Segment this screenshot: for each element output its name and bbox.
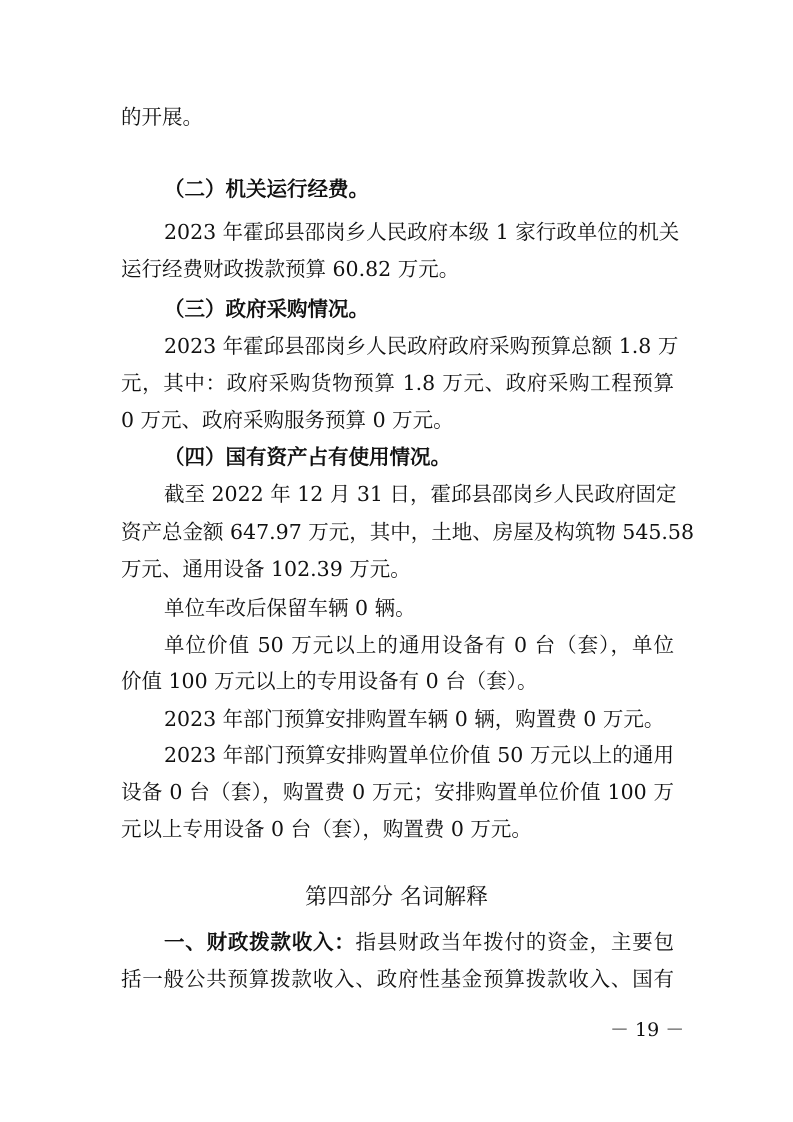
- paragraph-line: 2023 年霍邱县邵岗乡人民政府本级 1 家行政单位的机关: [164, 220, 680, 244]
- paragraph-line: 资产总金额 647.97 万元，其中，土地、房屋及构筑物 545.58: [121, 520, 695, 544]
- paragraph-line: 0 万元、政府采购服务预算 0 万元。: [121, 408, 454, 432]
- subheading-procurement: （三）政府采购情况。: [164, 297, 369, 321]
- paragraph-line: 元，其中：政府采购货物预算 1.8 万元、政府采购工程预算: [121, 371, 674, 395]
- paragraph-line: 万元、通用设备 102.39 万元。: [121, 557, 411, 581]
- paragraph-line: 2023 年部门预算安排购置车辆 0 辆，购置费 0 万元。: [164, 707, 665, 731]
- paragraph-line: 的开展。: [121, 105, 203, 129]
- page-number: － 19 －: [610, 1019, 685, 1041]
- paragraph-line: 2023 年霍邱县邵岗乡人民政府政府采购预算总额 1.8 万: [164, 334, 679, 358]
- term-text: 指县财政当年拨付的资金，主要包: [355, 930, 675, 954]
- section-heading: 第四部分 名词解释: [305, 885, 488, 910]
- paragraph-line: 运行经费财政拨款预算 60.82 万元。: [121, 257, 460, 281]
- subheading-admin-expenses: （二）机关运行经费。: [164, 177, 369, 201]
- paragraph-line: 价值 100 万元以上的专用设备有 0 台（套）。: [121, 669, 538, 693]
- paragraph-line: 括一般公共预算拨款收入、政府性基金预算拨款收入、国有: [121, 967, 674, 991]
- term-definition-line: [164, 928, 674, 956]
- paragraph-line: 设备 0 台（套），购置费 0 万元；安排购置单位价值 100 万: [121, 780, 674, 804]
- paragraph-line: 元以上专用设备 0 台（套），购置费 0 万元。: [121, 817, 532, 841]
- term-label: 一、财政拨款收入：: [164, 930, 356, 954]
- paragraph-line: 截至 2022 年 12 月 31 日，霍邱县邵岗乡人民政府固定: [164, 482, 677, 506]
- paragraph-line: 2023 年部门预算安排购置单位价值 50 万元以上的通用: [164, 743, 674, 767]
- paragraph-line: 单位价值 50 万元以上的通用设备有 0 台（套），单位: [164, 633, 674, 657]
- paragraph-line: 单位车改后保留车辆 0 辆。: [164, 596, 416, 620]
- subheading-state-assets: （四）国有资产占有使用情况。: [164, 445, 451, 469]
